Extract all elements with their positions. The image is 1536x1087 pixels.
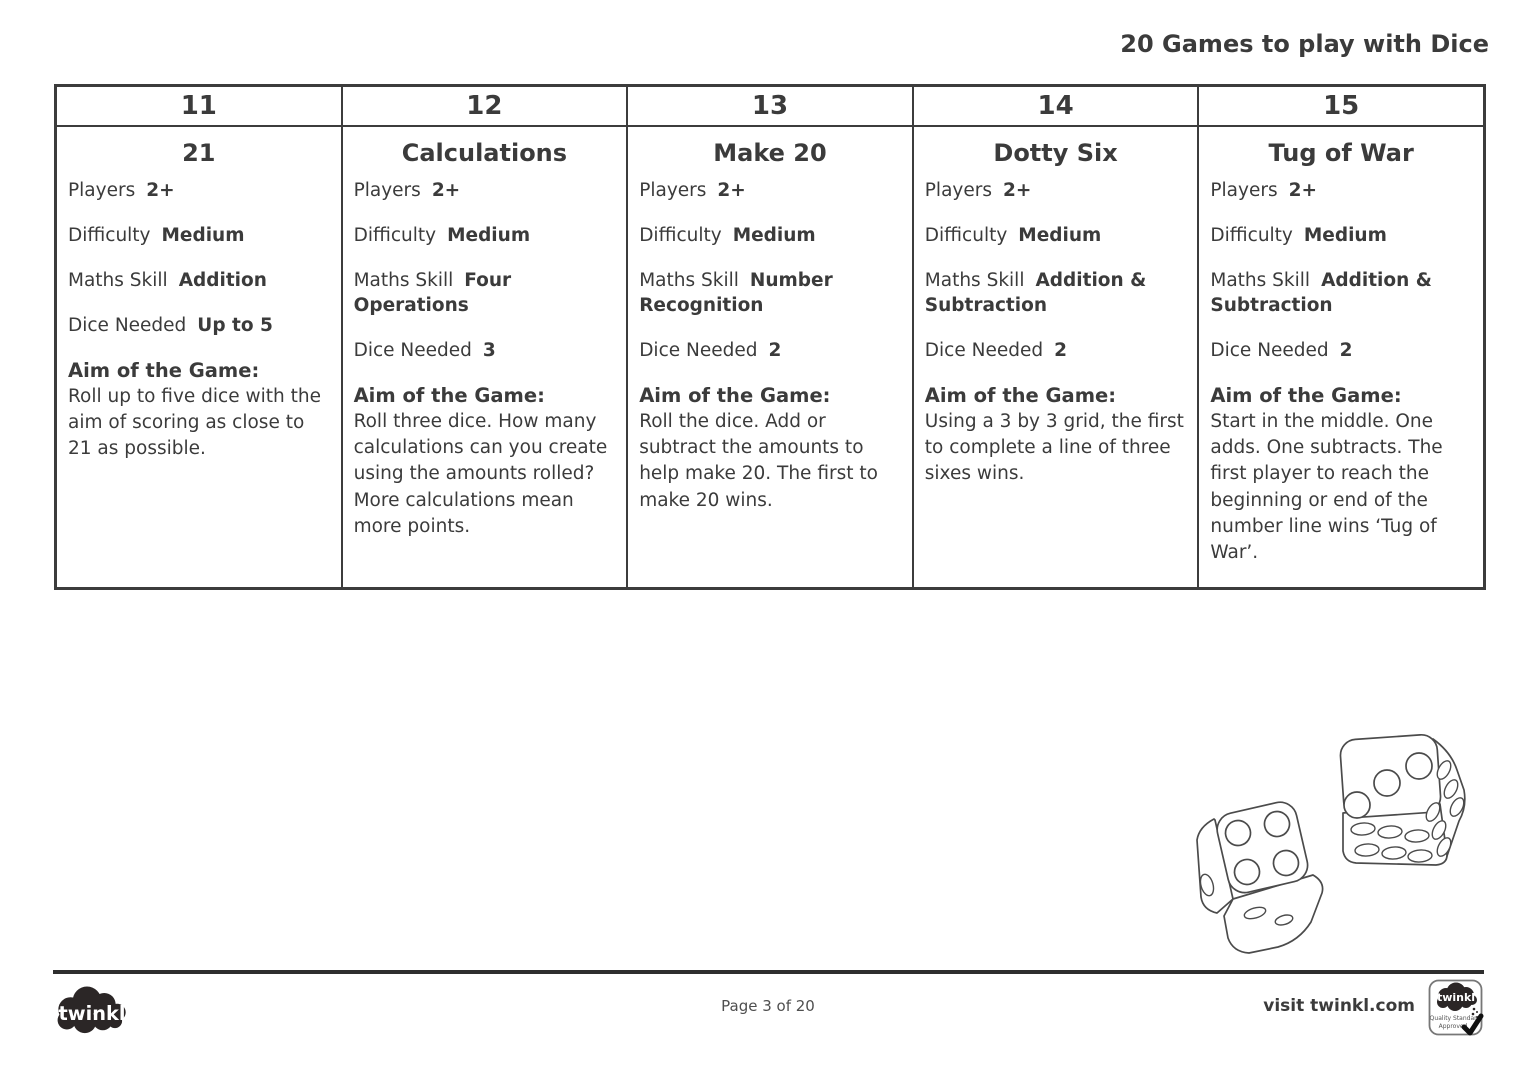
maths-skill-line (354, 269, 616, 319)
quality-badge-icon (1428, 979, 1484, 1037)
difficulty-label: Difficulty (1210, 224, 1293, 246)
dice-needed-label: Dice Needed (924, 339, 1044, 361)
players-label: Players (353, 180, 421, 201)
game-number: 14 (914, 87, 1198, 127)
game-title: 21 (182, 139, 216, 167)
page-title: 20 Games to play with Dice (1120, 30, 1489, 58)
game-title: Tug of War (1268, 139, 1414, 167)
svg-text:twinkl: twinkl (58, 1002, 126, 1026)
aim-heading: Aim of the Game: (353, 383, 545, 407)
maths-skill-line (68, 269, 330, 294)
game-card (57, 127, 341, 587)
visit-twinkl-link: visit twinkl.com (1263, 996, 1415, 1016)
difficulty-label: Difficulty (353, 224, 437, 246)
dice-needed-value: 3 (482, 339, 496, 361)
aim-text: Roll three dice. How many calculations can you create using the amounts rolled? More calculations mean more points. (353, 410, 608, 537)
aim-text: Start in the middle. One adds. One subtracts. The first player to reach the beginning or end of the number line wins ‘Tug of War’. (1210, 410, 1443, 564)
games-table (54, 84, 1486, 590)
difficulty-line (1210, 224, 1472, 249)
maths-skill-value: Addition & Subtraction (1210, 269, 1432, 316)
players-line (639, 179, 901, 204)
dice-needed-value: 2 (1054, 339, 1067, 361)
maths-skill-label: Maths Skill (1210, 269, 1311, 291)
two-dice-icon (1178, 710, 1478, 962)
players-label: Players (924, 180, 992, 201)
difficulty-label: Difficulty (68, 224, 151, 246)
svg-text:Approved: Approved (1438, 1023, 1468, 1030)
difficulty-line (925, 224, 1187, 249)
difficulty-line (68, 224, 330, 249)
maths-skill-line (925, 269, 1187, 319)
game-card (914, 127, 1198, 587)
maths-skill-label: Maths Skill (353, 269, 454, 291)
dice-needed-line (1210, 339, 1472, 364)
maths-skill-value: Addition (178, 269, 267, 291)
game-number: 15 (1199, 87, 1483, 127)
players-line (354, 179, 616, 204)
players-value: 2+ (1003, 180, 1032, 201)
dice-needed-line (68, 314, 330, 339)
maths-skill-value: Number Recognition (639, 269, 833, 316)
aim-heading: Aim of the Game: (924, 383, 1117, 407)
die-left (1197, 799, 1323, 953)
game-column-13 (626, 87, 912, 587)
difficulty-value: Medium (161, 224, 245, 246)
aim-text: Roll up to five dice with the aim of scoring as close to 21 as possible. (68, 385, 321, 460)
players-value: 2+ (717, 180, 746, 201)
maths-skill-line (1210, 269, 1472, 319)
difficulty-line (639, 224, 901, 249)
game-number: 11 (57, 87, 341, 127)
dice-illustration (1178, 710, 1478, 962)
dice-needed-label: Dice Needed (1210, 339, 1329, 361)
maths-skill-label: Maths Skill (68, 269, 168, 291)
players-value: 2+ (146, 180, 175, 201)
difficulty-value: Medium (732, 224, 816, 246)
game-title: Make 20 (713, 139, 827, 167)
dice-needed-label: Dice Needed (353, 339, 472, 361)
dice-needed-label: Dice Needed (68, 314, 187, 336)
players-label: Players (1210, 180, 1278, 201)
dice-needed-line (639, 339, 901, 364)
game-number: 12 (343, 87, 627, 127)
players-line (1210, 179, 1472, 204)
difficulty-label: Difficulty (924, 224, 1008, 246)
dice-needed-value: 2 (1339, 339, 1353, 361)
players-line (68, 179, 330, 204)
dice-needed-line (925, 339, 1187, 364)
dice-needed-value: Up to 5 (197, 314, 273, 336)
aim-heading: Aim of the Game: (639, 383, 831, 407)
difficulty-line (354, 224, 616, 249)
players-line (925, 179, 1187, 204)
die-right (1339, 734, 1466, 865)
svg-text:Quality Standard: Quality Standard (1429, 1015, 1481, 1022)
difficulty-label: Difficulty (639, 224, 722, 246)
aim-text: Roll the dice. Add or subtract the amounts to help make 20. The first to make 20 wins. (639, 410, 878, 511)
players-value: 2+ (431, 180, 461, 201)
aim-heading: Aim of the Game: (68, 358, 260, 382)
difficulty-value: Medium (1303, 224, 1387, 246)
game-column-11 (57, 87, 341, 587)
game-column-14 (912, 87, 1198, 587)
game-number: 13 (628, 87, 912, 127)
game-column-15 (1197, 87, 1483, 587)
game-column-12 (341, 87, 627, 587)
game-card (1199, 127, 1483, 587)
footer-divider (53, 970, 1484, 974)
difficulty-value: Medium (1018, 224, 1102, 246)
maths-skill-value: Addition & Subtraction (924, 269, 1147, 316)
game-title: Dotty Six (993, 139, 1118, 167)
players-label: Players (68, 180, 136, 201)
dice-needed-value: 2 (768, 339, 782, 361)
maths-skill-label: Maths Skill (639, 269, 739, 291)
players-value: 2+ (1288, 180, 1317, 201)
game-card (343, 127, 627, 587)
quality-standard-badge (1428, 979, 1484, 1037)
dice-needed-label: Dice Needed (639, 339, 758, 361)
game-title: Calculations (401, 139, 568, 167)
difficulty-value: Medium (447, 224, 531, 246)
aim-text: Using a 3 by 3 grid, the first to complete a line of three sixes wins. (924, 410, 1184, 485)
game-card (628, 127, 912, 587)
svg-text:twinkl: twinkl (1436, 991, 1476, 1004)
players-label: Players (639, 180, 707, 201)
maths-skill-label: Maths Skill (924, 269, 1025, 291)
aim-heading: Aim of the Game: (1210, 383, 1402, 407)
maths-skill-line (639, 269, 901, 319)
page-number: Page 3 of 20 (721, 997, 815, 1015)
dice-needed-line (354, 339, 616, 364)
maths-skill-value: Four Operations (353, 269, 512, 316)
